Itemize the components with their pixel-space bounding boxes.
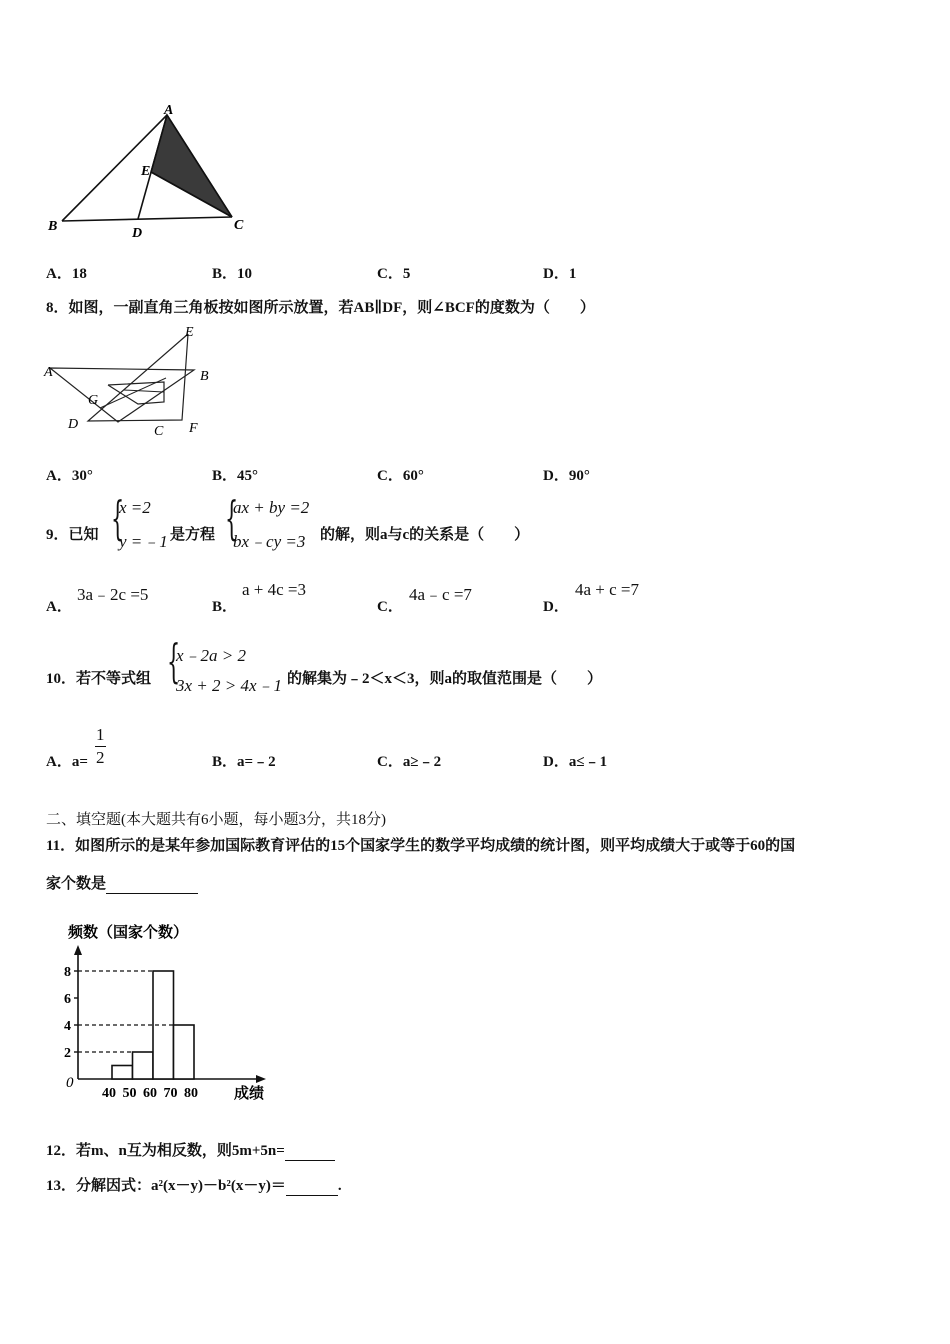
q10-system-brace: { — [167, 634, 181, 688]
y-tick-label-6: 6 — [64, 992, 71, 1007]
q10-option-d-text: a≤﹣1 — [568, 754, 608, 770]
q10-system-line1: x﹣2a > 2 — [176, 646, 247, 665]
q8-option-b[interactable] — [212, 464, 258, 485]
histogram-bar-40-50 — [112, 1066, 133, 1080]
q10-suffix: 的解集为﹣2＜x＜3，则a的取值范围是（ ） — [287, 671, 603, 687]
q13-stem — [46, 1174, 342, 1196]
q8-option-d-text: 90° — [568, 468, 590, 484]
q9-option-c-text: 4a﹣c =7 — [409, 585, 472, 604]
q7-label-d: D — [132, 226, 143, 241]
y-tick-label-2: 2 — [64, 1046, 71, 1061]
q9-option-a-text: 3a﹣2c =5 — [77, 585, 149, 604]
q12-stem — [46, 1139, 335, 1161]
q7-option-a[interactable] — [46, 262, 87, 283]
q8-label-b: B — [200, 369, 209, 384]
x-tick-label-40: 40 — [102, 1086, 116, 1101]
q11-stem-line2-text: 家个数是 — [46, 876, 107, 892]
q11-stem-line2 — [46, 872, 198, 894]
q7-option-c-letter: C． — [377, 266, 403, 282]
q8-option-a[interactable] — [46, 464, 93, 485]
q10-option-a[interactable] — [46, 750, 88, 771]
q7-segment-ab — [62, 115, 167, 221]
y-axis-arrow — [74, 945, 82, 955]
q7-label-b: B — [48, 219, 58, 234]
q7-option-d-letter: D． — [543, 266, 569, 282]
x-tick-label-80: 80 — [184, 1086, 198, 1101]
q10-option-d[interactable] — [543, 750, 607, 771]
q9-option-a-letter: A． — [46, 599, 72, 615]
q10-option-a-text: a= — [71, 754, 88, 770]
q7-label-a: A — [164, 103, 174, 118]
q13-text: 13．分解因式：a²(x－y)－b²(x－y)＝ — [46, 1178, 286, 1194]
x-tick-label-60: 60 — [143, 1086, 157, 1101]
q8-triangle-abc — [50, 368, 194, 422]
y-tick-label-4: 4 — [64, 1019, 71, 1034]
q8-inner-line — [124, 390, 164, 392]
q11-histogram — [42, 915, 282, 1110]
x-tick-label-50: 50 — [122, 1086, 137, 1101]
x-axis-label: 成绩 — [234, 1086, 265, 1102]
q7-option-b-text: 10 — [237, 266, 253, 282]
q7-label-e: E — [141, 164, 151, 179]
q7-option-a-letter: A． — [46, 266, 72, 282]
q8-option-b-letter: B． — [212, 468, 238, 484]
origin-label: 0 — [66, 1075, 74, 1091]
q7-segment-bc — [62, 217, 232, 221]
q8-option-c-text: 60° — [402, 468, 424, 484]
q9-option-c-letter: C． — [377, 599, 403, 615]
q9-system1-brace: { — [111, 491, 125, 545]
q10-option-b-letter: B． — [212, 754, 238, 770]
q9-option-d-letter: D． — [543, 599, 569, 615]
q7-option-c-text: 5 — [402, 266, 411, 282]
q8-option-c-letter: C． — [377, 468, 403, 484]
q10-option-c-text: a≥﹣2 — [402, 754, 442, 770]
q9-system2-brace: { — [225, 491, 239, 545]
q9-system1-line2: y =﹣1 — [119, 532, 168, 551]
q11-stem-line1: 11．如图所示的是某年参加国际教育评估的15个国家学生的数学平均成绩的统计图，则平均成绩大于或等于60的国 — [46, 838, 796, 854]
q9-option-c[interactable] — [377, 595, 403, 616]
q7-triangle-figure — [40, 100, 270, 250]
q8-label-c: C — [154, 424, 164, 439]
q9-system2-line1: ax + by =2 — [233, 498, 310, 517]
q8-set-squares-figure — [40, 322, 220, 440]
q9-option-d-text: 4a + c =7 — [575, 580, 640, 599]
q10-option-a-frac-den: 2 — [96, 748, 105, 767]
q9-suffix: 的解，则a与c的关系是（ ） — [320, 527, 530, 543]
q7-label-c: C — [234, 218, 244, 233]
q8-option-a-text: 30° — [71, 468, 93, 484]
q8-option-a-letter: A． — [46, 468, 72, 484]
q10-option-c[interactable] — [377, 750, 441, 771]
section2-title: 二、填空题(本大题共有6小题，每小题3分，共18分) — [46, 812, 386, 828]
q10-option-c-letter: C． — [377, 754, 403, 770]
q7-option-d-text: 1 — [568, 266, 577, 282]
histogram-title: 频数（国家个数） — [68, 925, 189, 941]
q10-prefix: 10．若不等式组 — [46, 671, 152, 687]
q9-middle: 是方程 — [170, 527, 216, 543]
q9-option-a[interactable] — [46, 595, 72, 616]
q12-text: 12．若m、n互为相反数，则5m+5n= — [46, 1143, 285, 1159]
q9-system1-line1: x =2 — [119, 498, 151, 517]
y-tick-label-8: 8 — [64, 965, 71, 980]
histogram-bar-70-80 — [174, 1025, 195, 1079]
q8-option-d-letter: D． — [543, 468, 569, 484]
q13-end: . — [337, 1178, 342, 1194]
q9-option-d[interactable] — [543, 595, 569, 616]
q8-label-d: D — [68, 417, 79, 432]
q7-option-b-letter: B． — [212, 266, 238, 282]
q10-option-a-frac-bar — [95, 746, 106, 747]
q8-label-g: G — [88, 393, 99, 408]
x-tick-label-70: 70 — [163, 1086, 178, 1101]
q9-option-b-letter: B． — [212, 599, 238, 615]
q10-option-b[interactable] — [212, 750, 276, 771]
q8-label-f: F — [189, 421, 198, 436]
q10-system-line2: 3x + 2 > 4x﹣1 — [176, 676, 283, 695]
q10-option-d-letter: D． — [543, 754, 569, 770]
q8-option-c[interactable] — [377, 464, 424, 485]
q10-option-a-frac-num: 1 — [96, 725, 105, 744]
q10-option-a-letter: A． — [46, 754, 72, 770]
q10-option-b-text: a=﹣2 — [237, 754, 276, 770]
q11-answer-blank[interactable] — [106, 876, 198, 894]
q9-option-b-text: a + 4c =3 — [242, 580, 307, 599]
histogram-bar-50-60 — [133, 1052, 154, 1079]
q9-prefix: 9．已知 — [46, 527, 99, 543]
q7-option-c[interactable] — [377, 262, 410, 283]
q7-option-a-text: 18 — [71, 266, 87, 282]
q8-label-e: E — [185, 325, 194, 340]
q13-answer-blank[interactable] — [286, 1178, 338, 1196]
q8-option-d[interactable] — [543, 464, 590, 485]
histogram-marks — [64, 965, 198, 1101]
q9-option-b[interactable] — [212, 595, 237, 616]
q8-option-b-text: 45° — [237, 468, 259, 484]
q9-system2-line2: bx﹣cy =3 — [233, 532, 306, 551]
q8-label-a: A — [44, 365, 53, 380]
q7-option-d[interactable] — [543, 262, 576, 283]
q7-option-b[interactable] — [212, 262, 252, 283]
q8-stem: 8．如图，一副直角三角板按如图所示放置，若AB∥DF，则∠BCF的度数为（ ） — [46, 300, 595, 316]
q12-answer-blank[interactable] — [285, 1143, 335, 1161]
x-axis-arrow — [256, 1075, 266, 1083]
